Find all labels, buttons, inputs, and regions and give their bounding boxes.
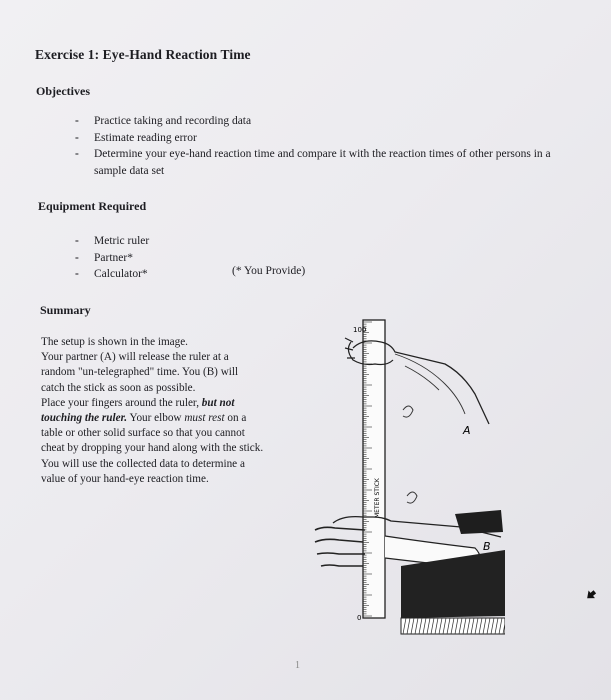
summary-line: Your partner (A) will release the ruler at a — [41, 351, 229, 364]
equipment-heading: Equipment Required — [38, 199, 147, 213]
summary-text-run: on a — [227, 412, 247, 425]
provide-note: (* You Provide) — [232, 265, 306, 277]
ruler-text: METER STICK — [374, 478, 381, 518]
scribble-mark — [403, 406, 413, 417]
partner-sleeve — [395, 354, 465, 414]
emphasis-text: touching the ruler. — [41, 412, 128, 425]
objectives-list — [73, 113, 553, 179]
label-a: A — [463, 424, 471, 437]
label-b: B — [483, 540, 491, 553]
list-item: - Estimate reading error — [73, 130, 553, 147]
emphasis-text: but not — [201, 396, 235, 409]
summary-text-run: Place your fingers around the ruler, — [41, 396, 199, 409]
summary-line: random "un-telegraphed" time. You (B) will — [41, 366, 239, 379]
scribble-mark — [407, 492, 417, 503]
summary-line — [41, 396, 306, 411]
list-item: - Determine your eye-hand reaction time and compare it with the reaction times of other persons in a sample data set — [73, 146, 553, 179]
shirt-cuff — [455, 510, 503, 534]
arrow-icon-shape — [584, 588, 598, 602]
objectives-heading: Objectives — [36, 84, 90, 98]
summary-line: value of your hand-eye reaction time. — [41, 472, 209, 485]
summary-line: catch the stick as soon as possible. — [41, 381, 196, 394]
summary-line: You will use the collected data to determine a — [41, 457, 245, 470]
summary-text — [41, 335, 306, 487]
list-item: - Practice taking and recording data — [73, 113, 553, 130]
summary-line — [41, 411, 306, 426]
summary-heading: Summary — [40, 303, 91, 317]
summary-text-run: Your elbow — [129, 412, 182, 425]
ruler-top-label: 100 — [353, 326, 367, 334]
catcher-fingers — [315, 527, 365, 566]
summary-line: table or other solid surface so that you cannot — [41, 427, 245, 440]
list-item: - Metric ruler — [73, 233, 293, 250]
summary-line: The setup is shown in the image. — [41, 336, 188, 348]
arrow-icon — [584, 588, 598, 602]
ruler-bottom-label: 0 — [357, 614, 362, 622]
page-number: 1 — [295, 660, 300, 671]
list-item: - Partner* — [73, 250, 293, 267]
list-item: - Calculator* — [73, 266, 293, 283]
summary-line: cheat by dropping your hand along with the stick. — [41, 442, 264, 455]
reaction-setup-illustration — [305, 318, 505, 636]
emphasis-text: must rest — [184, 412, 225, 425]
exercise-title: Exercise 1: Eye-Hand Reaction Time — [35, 47, 251, 62]
